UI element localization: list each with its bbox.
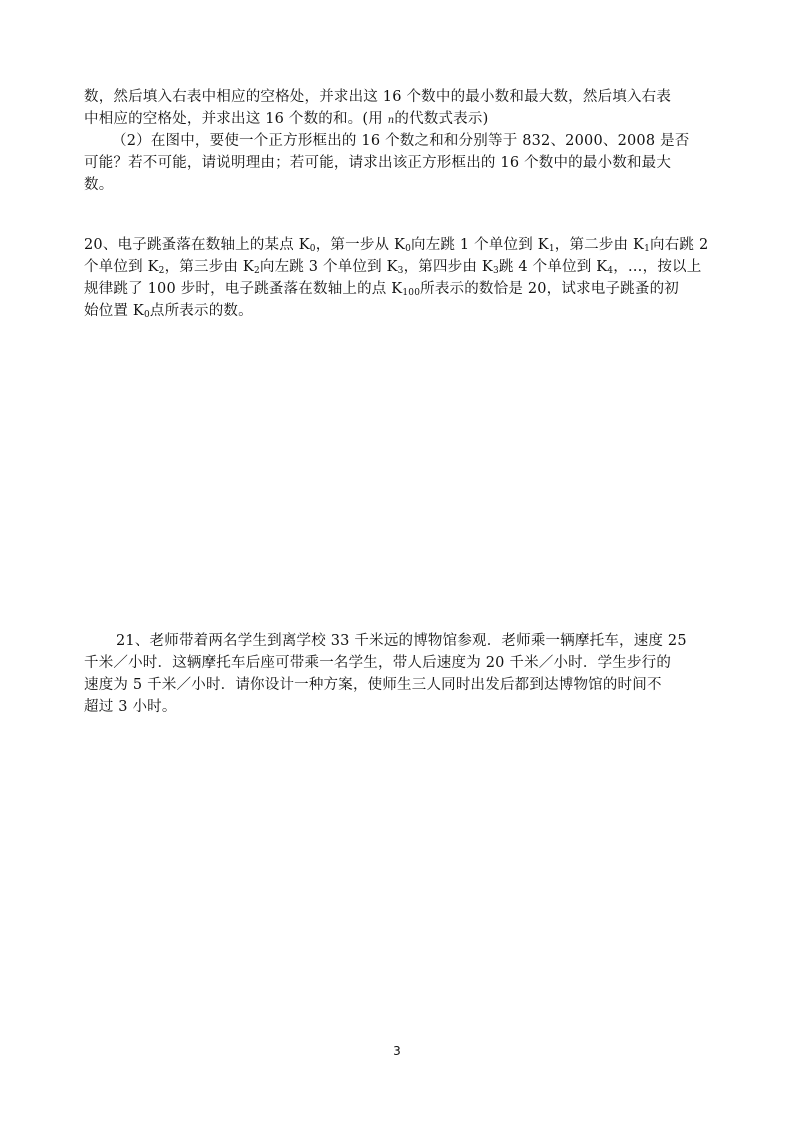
subscript: 3 [492,266,499,276]
p20-text: 个单位到 K [84,259,159,275]
page-number: 3 [393,1044,401,1058]
subscript: 100 [402,288,421,298]
p20-text: 向右跳 2 [650,237,709,253]
p19-line-1: 数，然后填入右表中相应的空格处，并求出这 16 个数中的最小数和最大数，然后填入右表 [84,89,672,105]
p20-line-2 [84,256,714,278]
subscript: 1 [548,244,555,254]
p20-text: 始位置 K [84,303,144,319]
p20-text: 点所表示的数。 [149,303,253,319]
p21-line-3: 速度为 5 千米／小时．请你设计一种方案，使师生三人同时出发后都到达博物馆的时间不 [84,677,662,693]
p19-part2-line-2: 可能？若不可能，请说明理由；若可能，请求出该正方形框出的 16 个数中的最小数和最大 [84,155,672,171]
p20-text: 规律跳了 100 步时，电子跳蚤落在数轴上的点 K [84,281,403,297]
p19-line-2-text-b: 的代数式表示) [394,111,489,127]
subscript: 0 [309,244,316,254]
p20-line-1 [84,234,714,256]
subscript: 1 [644,244,651,254]
p20-text: 20、电子跳蚤落在数轴上的某点 K [84,237,310,253]
p19-line-2 [84,108,714,132]
p21-line-4: 超过 3 小时。 [84,699,177,715]
p20-line-3 [84,278,714,300]
subscript: 2 [158,266,165,276]
subscript: 0 [405,244,412,254]
variable-n: n [387,115,395,126]
p20-text: ，第四步由 K [403,259,493,275]
p20-text: ，…，按以上 [613,259,702,275]
p20-text: 所表示的数恰是 20，试求电子跳蚤的初 [420,281,679,297]
p20-text: 跳 4 个单位到 K [498,259,608,275]
subscript: 3 [397,266,404,276]
subscript: 2 [253,266,260,276]
p19-part2-line-1: （2）在图中，要使一个正方形框出的 16 个数之和和分别等于 832、2000、2008 是否 [112,133,690,149]
p20-text: 向左跳 3 个单位到 K [259,259,398,275]
p19-part2-line-3: 数。 [84,177,114,193]
p19-line-2-text-a: 中相应的空格处，并求出这 16 个数的和。(用 [84,111,388,127]
p20-line-4 [84,300,714,322]
p20-text: ，第二步由 K [554,237,645,253]
subscript: 0 [143,310,150,320]
p21-line-1: 21、老师带着两名学生到离学校 33 千米远的博物馆参观．老师乘一辆摩托车，速度 25 [116,633,687,649]
subscript: 4 [607,266,614,276]
p20-text: ，第三步由 K [164,259,254,275]
p21-line-2: 千米／小时．这辆摩托车后座可带乘一名学生，带人后速度为 20 千米／小时．学生步行的 [84,655,672,671]
p20-text: 向左跳 1 个单位到 K [411,237,549,253]
p20-text: ，第一步从 K [315,237,406,253]
